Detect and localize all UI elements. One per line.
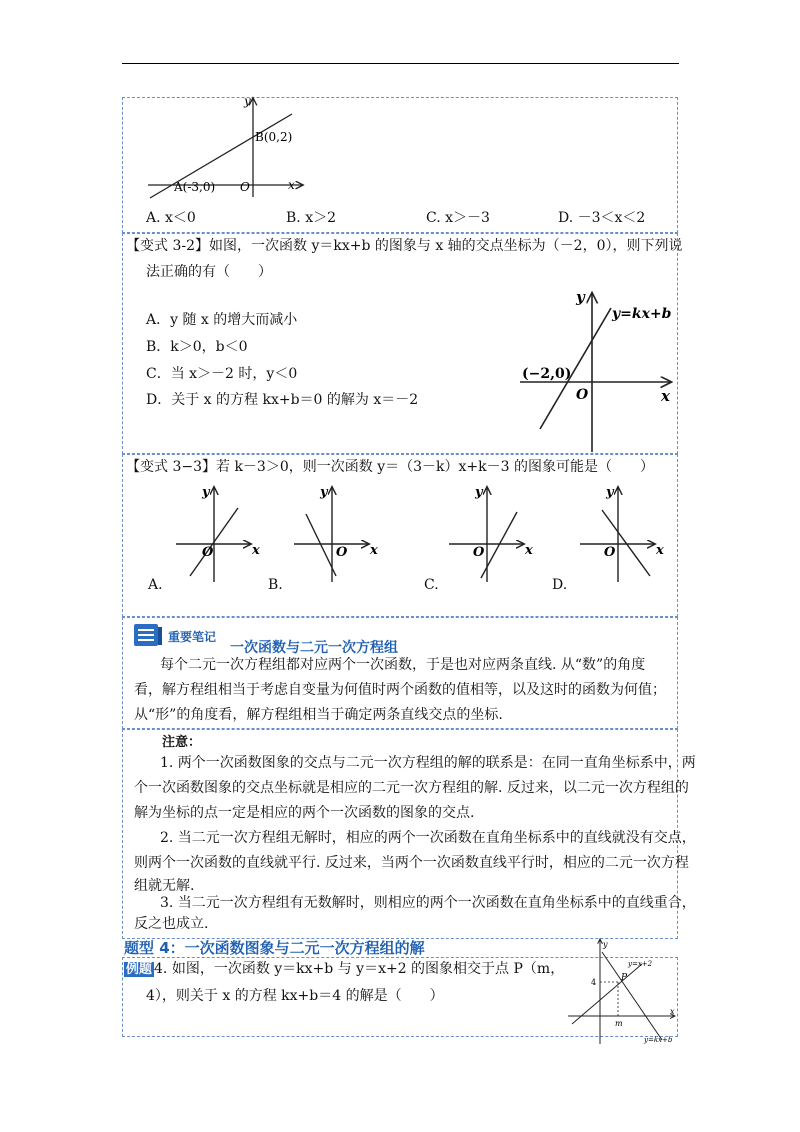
x-axis-label: x — [661, 387, 670, 405]
variant-tag: 【变式 3−3】 — [126, 459, 216, 475]
example-line-2: 4），则关于 x 的方程 kx+b＝4 的解是（ ） — [146, 988, 444, 1004]
note-badge: 重要笔记 — [168, 630, 217, 644]
attention-line-2: 个一次函数图象的交点坐标就是相应的二元一次方程组的解. 反过来，以二元一次方程组的 — [134, 780, 689, 796]
svg-text:x: x — [525, 543, 533, 558]
note-title: 一次函数与二元一次方程组 — [230, 640, 398, 656]
y-axis-label: y — [576, 288, 585, 306]
y-axis-label: y — [244, 95, 251, 108]
stem-line-2: 法正确的有（ ） — [146, 264, 272, 280]
function-line — [602, 510, 650, 576]
attention-line-7: 3. 当二元一次方程组有无数解时，则相应的两个一次函数在直角坐标系中的直线重合， — [160, 895, 696, 911]
origin-label: O — [240, 180, 250, 194]
attention-line-6: 组就无解. — [134, 878, 195, 894]
svg-text:y: y — [320, 485, 328, 500]
note-line-2: 看，解方程组相当于考虑自变量为何值时两个函数的值相等，以及这时的函数为何值； — [134, 682, 666, 698]
attention-title: 注意： — [162, 735, 202, 750]
svg-text:O: O — [202, 545, 214, 560]
option-b-graph — [290, 484, 390, 584]
attention-line-4: 2. 当二元一次方程组无解时，相应的两个一次函数在直角坐标系中的直线就没有交点， — [160, 830, 696, 846]
option-c-label: C. — [424, 577, 439, 593]
notebook-icon — [132, 622, 166, 648]
q32-option-c: C．当 x＞－2 时，y＜0 — [146, 366, 298, 382]
svg-text:P: P — [621, 973, 628, 983]
stem-line-1: 如图，一次函数 y＝kx+b 的图象与 x 轴的交点坐标为（－2，0），则下列说 — [209, 238, 683, 254]
svg-text:y=kx+b: y=kx+b — [644, 1036, 673, 1044]
svg-text:x: x — [252, 543, 260, 558]
point-a-label: A(-3,0) — [174, 180, 216, 194]
svg-text:y: y — [202, 485, 210, 500]
option-a-label: A. — [148, 577, 163, 593]
option-d-label: D. — [552, 577, 568, 593]
topic-4-graph — [566, 938, 678, 1046]
example-line-1 — [124, 959, 564, 980]
option-d-graph — [576, 484, 676, 584]
stem-text: 若 k－3＞0，则一次函数 y＝（3－k）x+k－3 的图象可能是（ ） — [216, 459, 654, 475]
point-b-label: B(0,2) — [255, 130, 293, 144]
svg-text:O: O — [473, 545, 485, 560]
attention-line-5: 则两个一次函数的直线就平行. 反过来，当两个一次函数直线平行时，相应的二元一次方程 — [134, 855, 689, 871]
svg-text:x: x — [670, 1007, 675, 1016]
x-axis-label: x — [288, 178, 295, 192]
svg-text:4: 4 — [591, 978, 597, 987]
svg-text:y: y — [603, 940, 608, 949]
point-label: (−2,0) — [522, 366, 572, 382]
svg-text:x: x — [370, 543, 378, 558]
example-badge: 例题 — [126, 962, 153, 977]
topic-4-title: 题型 4：一次函数图象与二元一次方程组的解 — [124, 939, 425, 957]
variant-tag: 【变式 3-2】 — [126, 238, 209, 254]
q32-option-d: D．关于 x 的方程 kx+b＝0 的解为 x＝－2 — [146, 392, 419, 408]
attention-line-8: 反之也成立. — [134, 916, 209, 932]
note-line-1: 每个二元一次方程组都对应两个一次函数，于是也对应两条直线. 从“数”的角度 — [160, 657, 646, 673]
q32-option-b: B．k＞0，b＜0 — [146, 339, 248, 355]
variant-3-3-stem — [126, 457, 654, 477]
example-text-1: 4. 如图，一次函数 y＝kx+b 与 y＝x+2 的图象相交于点 P（m， — [154, 961, 565, 977]
svg-text:x: x — [656, 543, 664, 558]
option-c-graph — [445, 484, 545, 584]
svg-text:O: O — [604, 545, 616, 560]
q32-option-a: A．y 随 x 的增大而减小 — [146, 312, 298, 328]
q1-option-b: B. x＞2 — [286, 210, 336, 226]
origin-label: O — [576, 387, 589, 403]
q1-graph — [140, 95, 310, 200]
attention-line-3: 解为坐标的点一定是相应的两个一次函数的图象的交点. — [134, 805, 475, 821]
line-label: y=kx+b — [612, 306, 672, 322]
note-line-3: 从“形”的角度看，解方程组相当于确定两条直线交点的坐标. — [134, 707, 503, 723]
q32-graph — [518, 284, 678, 454]
variant-3-2-stem — [126, 236, 683, 256]
svg-text:y: y — [606, 485, 614, 500]
option-a-graph — [172, 484, 272, 584]
attention-line-1: 1. 两个一次函数图象的交点与二元一次方程组的解的联系是：在同一直角坐标系中，两 — [160, 755, 696, 771]
svg-text:y: y — [475, 485, 483, 500]
svg-text:O: O — [336, 545, 348, 560]
q1-option-d: D. －3＜x＜2 — [558, 210, 646, 226]
line-y-x-plus-2 — [572, 964, 642, 1024]
q1-option-a: A. x＜0 — [146, 210, 196, 226]
q1-option-c: C. x＞－3 — [426, 210, 490, 226]
option-b-label: B. — [268, 577, 283, 593]
svg-text:y=x+2: y=x+2 — [628, 960, 653, 968]
svg-text:m: m — [615, 1019, 623, 1028]
header-rule — [122, 63, 679, 64]
